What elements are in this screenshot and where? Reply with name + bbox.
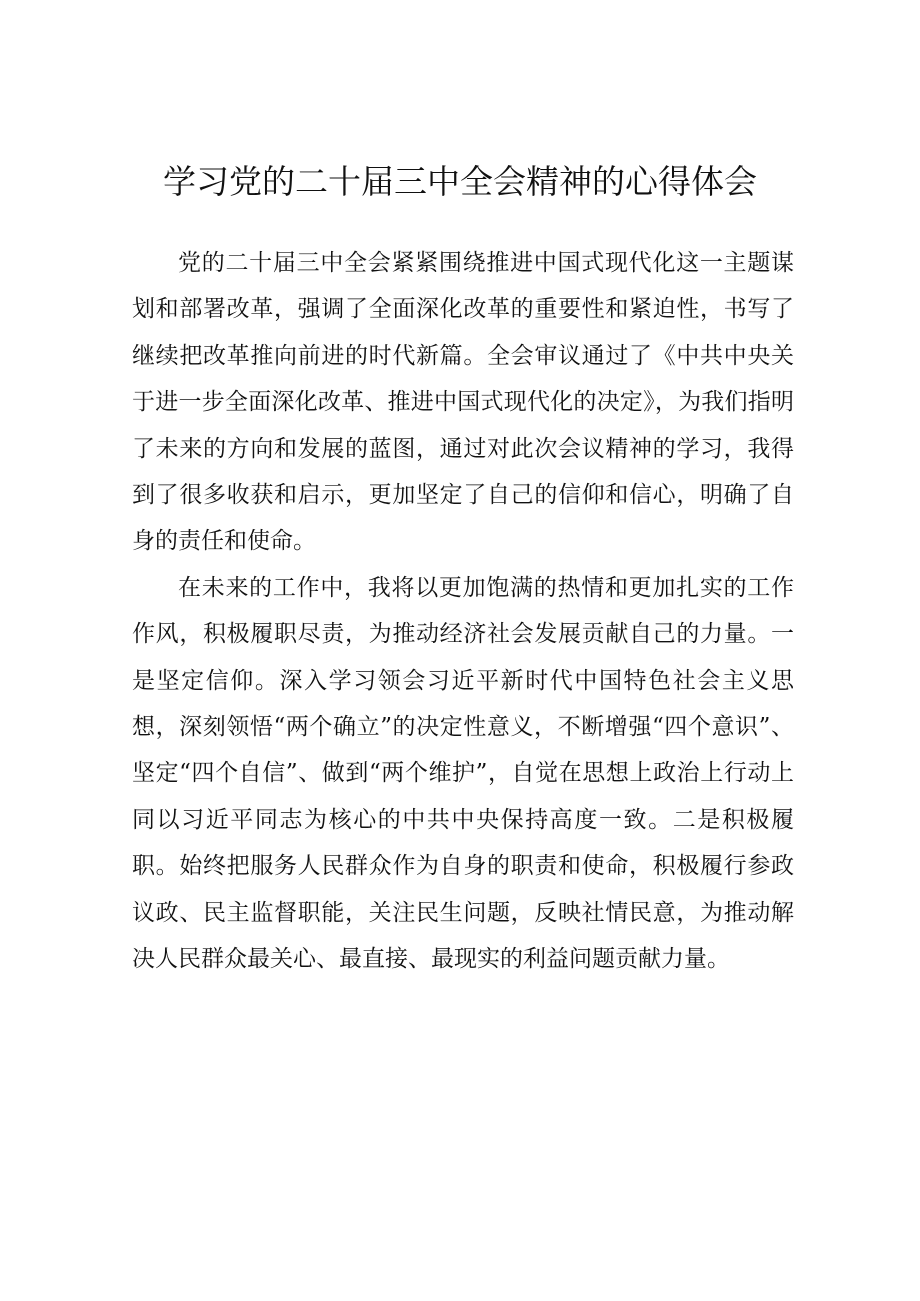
paragraph-2: 在未来的工作中，我将以更加饱满的热情和更加扎实的工作作风，积极履职尽责，为推动经济社会发展贡献自己的力量。一是坚定信仰。深入学习领会习近平新时代中国特色社会主义思想，深刻领悟“两个确立”的决定性意义，不断增强“四个意识”、坚定“四个自信”、做到“两个维护”，自觉在思想上政治上行动上同以习近平同志为核心的中共中央保持高度一致。二是积极履职。始终把服务人民群众作为自身的职责和使命，积极履行参政议政、民主监督职能，关注民生问题，反映社情民意，为推动解决人民群众最关心、最直接、最现实的利益问题贡献力量。 xyxy=(132,574,794,973)
paragraph-1: 党的二十届三中全会紧紧围绕推进中国式现代化这一主题谋划和部署改革，强调了全面深化改革的重要性和紧迫性，书写了继续把改革推向前进的时代新篇。全会审议通过了《中共中央关于进一步全面深化改革、推进中国式现代化的决定》，为我们指明了未来的方向和发展的蓝图，通过对此次会议精神的学习，我得到了很多收获和启示，更加坚定了自己的信仰和信心，明确了自身的责任和使命。 xyxy=(132,250,794,555)
document-body xyxy=(132,240,794,983)
document-title: 学习党的二十届三中全会精神的心得体会 xyxy=(163,162,757,201)
